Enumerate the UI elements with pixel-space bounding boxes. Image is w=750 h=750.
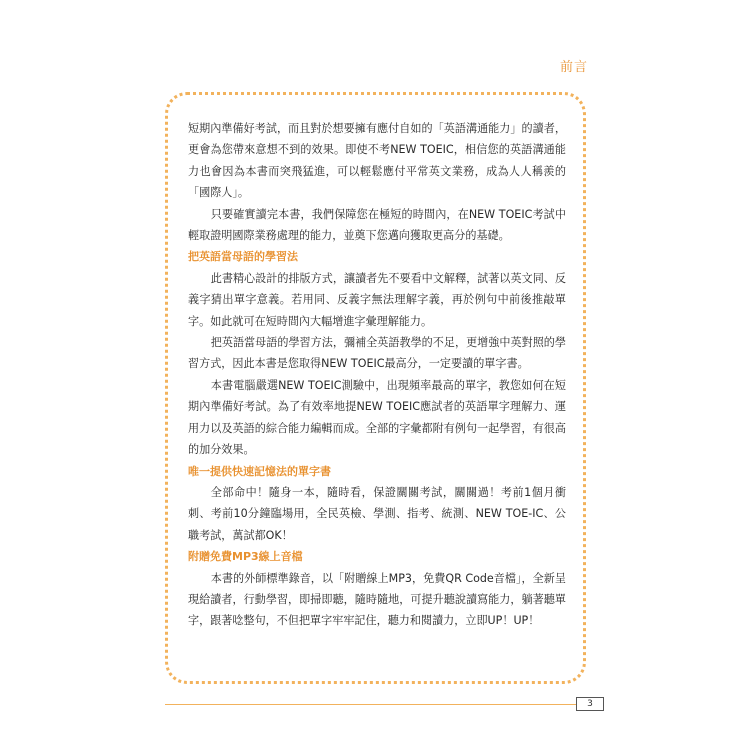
section-title: 前言 (559, 60, 588, 75)
paragraph: 本書的外師標準錄音，以「附贈線上MP3，免費QR Code音檔」，全新呈現給讀者，行動學習，即掃即聽，隨時隨地，可提升聽說讀寫能力，躺著聽單字，跟著唸整句，不但把單字牢牢記住，聽力和閱讀力，立即UP！UP！ (188, 571, 566, 628)
paragraph: 短期內準備好考試，而且對於想要擁有應付自如的「英語溝通能力」的讀者，更會為您帶來意想不到的效果。即使不考NEW TOEIC，相信您的英語溝通能力也會因為本書而突飛猛進，可以輕鬆應付平常英文業務，成為人人稱羨的「國際人」。 (188, 122, 566, 200)
page-number: 3 (576, 697, 604, 711)
preface-body (188, 118, 566, 632)
paragraph: 此書精心設計的排版方式，讓讀者先不要看中文解釋，試著以英文同、反義字猜出單字意義。若用同、反義字無法理解字義，再於例句中前後推敲單字。如此就可在短時間內大幅增進字彙理解能力。 (188, 271, 566, 328)
paragraph: 全部命中！隨身一本，隨時看，保證關關考試，關關過！考前1個月衝刺、考前10分鐘臨場用，全民英檢、學測、指考、統測、NEW TOE-IC、公職考試，萬試都OK！ (188, 485, 566, 542)
paragraph: 把英語當母語的學習方法，彌補全英語教學的不足，更增強中英對照的學習方式，因此本書是您取得NEW TOEIC最高分，一定要讀的單字書。 (188, 336, 566, 371)
footer-rule (165, 704, 576, 705)
paragraph: 只要確實讀完本書，我們保障您在極短的時間內，在NEW TOEIC考試中輕取證明國際業務處理的能力，並奠下您邁向獲取更高分的基礎。 (188, 207, 566, 243)
section-heading: 把英語當母語的學習法 (188, 250, 298, 264)
paragraph: 本書電腦嚴選NEW TOEIC測驗中，出現頻率最高的單字，教您如何在短期內準備好考試。為了有效率地提NEW TOEIC應試者的英語單字理解力、運用力以及英語的綜合能力編輯而成。全部的字彙都附有例句一起學習，有很高的加分效果。 (188, 378, 566, 457)
section-heading: 唯一提供快速記憶法的單字書 (188, 464, 331, 478)
section-heading: 附贈免費MP3線上音檔 (188, 550, 303, 564)
